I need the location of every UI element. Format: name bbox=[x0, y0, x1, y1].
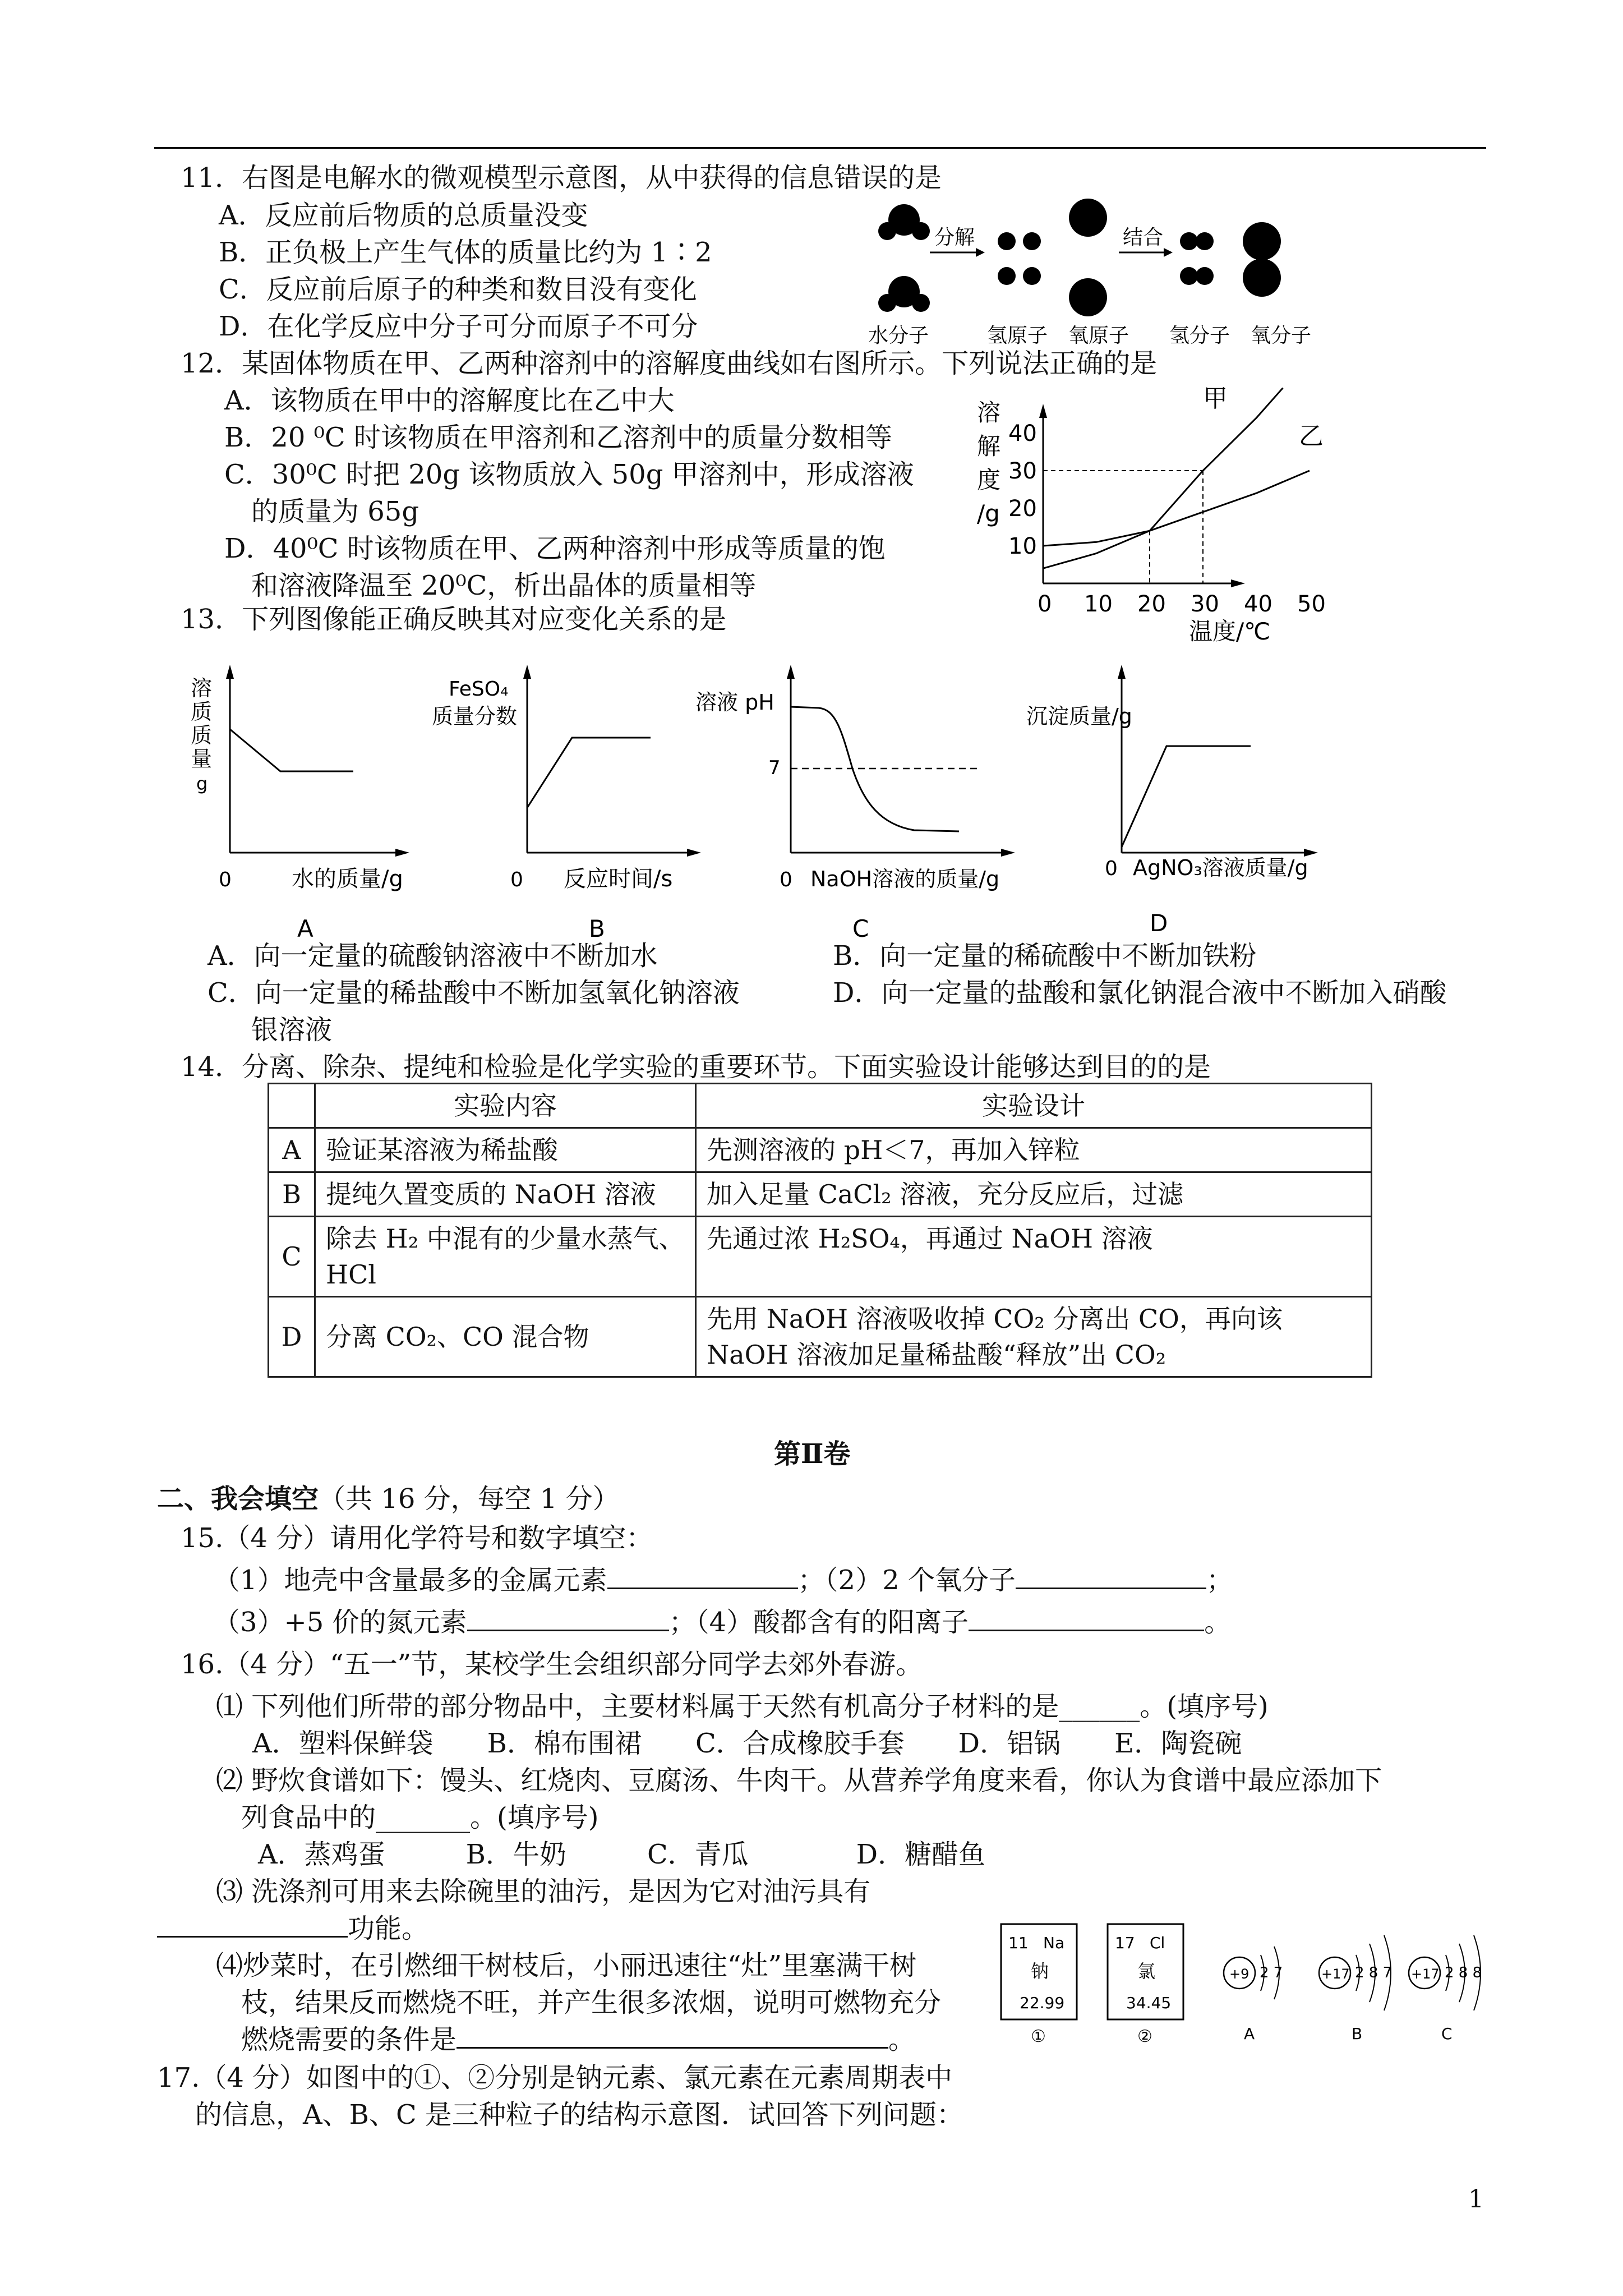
y-tick-label: 40 bbox=[1008, 421, 1037, 447]
q11-option-a: A．反应前后物质的总质量没变 bbox=[219, 200, 588, 231]
table-cell: C bbox=[269, 1217, 315, 1297]
atomic-mass: 22.99 bbox=[1020, 1994, 1065, 2012]
q16-part3-line1: ⑶ 洗涤剂可用来去除碗里的油污，是因为它对油污具有 bbox=[216, 1876, 871, 1907]
x-tick-label: 0 bbox=[1038, 591, 1052, 617]
electron-shells: 2 7 bbox=[1260, 1964, 1283, 1981]
x-axis-label: 温度/℃ bbox=[1189, 618, 1271, 645]
graph-a-xlabel: 水的质量/g bbox=[292, 866, 403, 892]
q15-part1: （1）地壳中含量最多的金属元素 bbox=[213, 1565, 607, 1596]
series-label-1: 甲 bbox=[1203, 384, 1228, 413]
table-cell: D bbox=[269, 1297, 315, 1377]
graph-a bbox=[191, 665, 409, 942]
graph-b-caption: B bbox=[589, 915, 605, 942]
arrow-label-decompose: 分解 bbox=[934, 226, 975, 249]
water-molecule-icon bbox=[878, 276, 930, 312]
q16-part4-line2: 枝，结果反而燃烧不旺，并产生很多浓烟，说明可燃物充分 bbox=[241, 1987, 942, 2018]
graph-c-caption: C bbox=[852, 915, 869, 942]
element-name: 氯 bbox=[1137, 1961, 1156, 1982]
nucleus-charge: +17 bbox=[1321, 1966, 1350, 1982]
q15-part2: ；（2）2 个氧分子 bbox=[797, 1565, 1016, 1596]
header-rule bbox=[154, 147, 1486, 149]
table-header-cell: 实验内容 bbox=[315, 1084, 696, 1128]
graph-b bbox=[432, 665, 701, 942]
atomic-number: 11 bbox=[1008, 1934, 1029, 1952]
series-label-2: 乙 bbox=[1299, 422, 1324, 451]
q14-stem: 14．分离、除杂、提纯和检验是化学实验的重要环节。下面实验设计能够达到目的的是 bbox=[181, 1051, 1211, 1083]
x-tick-label: 20 bbox=[1137, 591, 1166, 617]
graph-c-ylabel: 溶液 pH bbox=[695, 690, 774, 715]
q13-option-b: B．向一定量的稀硫酸中不断加铁粉 bbox=[833, 940, 1257, 972]
atom-structure-c bbox=[1409, 1935, 1482, 2043]
q15-blank-3[interactable] bbox=[467, 1607, 669, 1631]
q12-line-3: C．30⁰C 时把 20g 该物质放入 50g 甲溶剂中，形成溶液 bbox=[224, 459, 914, 490]
atomic-number: 17 bbox=[1115, 1934, 1135, 1952]
table-cell: 先测溶液的 pH＜7，再加入锌粒 bbox=[696, 1128, 1372, 1172]
label-oxygen-molecule: 氧分子 bbox=[1251, 324, 1312, 347]
graph-d-xlabel: AgNO₃溶液质量/g bbox=[1133, 855, 1308, 880]
atom-tag: B bbox=[1352, 2024, 1363, 2043]
table-cell: 验证某溶液为稀盐酸 bbox=[315, 1128, 696, 1172]
electron-shells: 2 8 7 bbox=[1355, 1964, 1393, 1981]
label-hydrogen-atom: 氢原子 bbox=[987, 324, 1048, 347]
q16-part4-line1: ⑷炒菜时，在引燃细干树枝后，小丽迅速往“灶”里塞满干树 bbox=[216, 1950, 917, 1981]
table-cell: 分离 CO₂、CO 混合物 bbox=[315, 1297, 696, 1377]
series-line-2 bbox=[1043, 471, 1310, 568]
table-header-cell bbox=[269, 1084, 315, 1128]
graph-a-ylabel-5: g bbox=[196, 773, 208, 794]
q11-stem: 11．右图是电解水的微观模型示意图，从中获得的信息错误的是 bbox=[181, 162, 942, 194]
label-water-molecule: 水分子 bbox=[868, 324, 929, 347]
element-name: 钠 bbox=[1031, 1961, 1049, 1982]
x-tick-label: 10 bbox=[1084, 591, 1113, 617]
y-label-char-1: 溶 bbox=[977, 399, 1001, 426]
q16-part3-line2 bbox=[157, 1911, 428, 1947]
q15-blank-2[interactable] bbox=[1016, 1565, 1206, 1589]
graph-c-xlabel: NaOH溶液的质量/g bbox=[810, 867, 1000, 891]
atomic-mass: 34.45 bbox=[1126, 1994, 1172, 2012]
arrow-label-combine: 结合 bbox=[1123, 226, 1164, 249]
y-tick-label: 10 bbox=[1008, 533, 1037, 559]
q16-stem: 16.（4 分）“五一”节，某校学生会组织部分同学去郊外春游。 bbox=[181, 1649, 923, 1680]
graph-c-origin: 0 bbox=[780, 868, 792, 891]
table-row bbox=[269, 1128, 1372, 1172]
atom-tag: A bbox=[1244, 2024, 1255, 2043]
atom-structure-a bbox=[1224, 1947, 1283, 2043]
table-header-row bbox=[269, 1084, 1372, 1128]
table-cell: A bbox=[269, 1128, 315, 1172]
graph-a-ylabel-1: 溶 bbox=[191, 676, 213, 701]
element-symbol: Na bbox=[1043, 1934, 1065, 1952]
q13-option-d: D．向一定量的盐酸和氯化钠混合液中不断加入硝酸 bbox=[833, 977, 1447, 1009]
q16-part2-line2: 列食品中的_______。(填序号) bbox=[241, 1802, 599, 1833]
table-row bbox=[269, 1172, 1372, 1217]
solubility-chart bbox=[965, 381, 1326, 651]
atom-structure-b bbox=[1319, 1935, 1392, 2043]
graph-a-caption: A bbox=[297, 915, 313, 942]
q13-graphs bbox=[185, 656, 1385, 948]
table-row bbox=[269, 1297, 1372, 1377]
graph-c-ref-label: 7 bbox=[768, 757, 781, 779]
q16-blank-4[interactable] bbox=[457, 2024, 888, 2049]
graph-d-ylabel: 沉淀质量/g bbox=[1026, 704, 1132, 729]
q13-stem: 13．下列图像能正确反映其对应变化关系的是 bbox=[181, 604, 727, 635]
q15-line-1 bbox=[213, 1562, 1233, 1598]
series-line-1 bbox=[1043, 388, 1283, 546]
graph-d-origin: 0 bbox=[1105, 857, 1118, 880]
cell-tag: ① bbox=[1031, 2027, 1046, 2046]
x-tick-label: 30 bbox=[1191, 591, 1219, 617]
table-row bbox=[269, 1217, 1372, 1297]
nucleus-charge: +17 bbox=[1411, 1966, 1440, 1982]
y-label-char-4: /g bbox=[977, 500, 1000, 527]
x-tick-label: 50 bbox=[1297, 591, 1326, 617]
q14-table bbox=[268, 1083, 1372, 1378]
table-cell: 先用 NaOH 溶液吸收掉 CO₂ 分离出 CO，再向该 NaOH 溶液加足量稀盐酸“释放”出 CO₂ bbox=[696, 1297, 1372, 1377]
q12-stem: 12．某固体物质在甲、乙两种溶剂中的溶解度曲线如右图所示。下列说法正确的是 bbox=[181, 348, 1158, 379]
periodic-cell-sodium bbox=[1001, 1924, 1077, 2046]
table-cell: 提纯久置变质的 NaOH 溶液 bbox=[315, 1172, 696, 1217]
graph-a-ylabel-2: 质 bbox=[191, 700, 213, 724]
electron-shells: 2 8 8 bbox=[1445, 1964, 1482, 1981]
graph-b-ylabel-1: FeSO₄ bbox=[449, 678, 509, 701]
q11-option-d: D．在化学反应中分子可分而原子不可分 bbox=[219, 311, 698, 342]
graph-b-ylabel-2: 质量分数 bbox=[432, 704, 518, 729]
q15-line-2 bbox=[213, 1604, 1231, 1640]
q11-option-c: C．反应前后原子的种类和数目没有变化 bbox=[219, 274, 697, 305]
section-two-heading bbox=[157, 1481, 620, 1517]
x-tick-label: 40 bbox=[1244, 591, 1272, 617]
cell-tag: ② bbox=[1137, 2027, 1152, 2046]
q13-option-a: A．向一定量的硫酸钠溶液中不断加水 bbox=[208, 940, 658, 972]
graph-a-origin: 0 bbox=[219, 868, 232, 891]
graph-d bbox=[1026, 665, 1318, 937]
graph-b-origin: 0 bbox=[510, 868, 523, 891]
q12-line-2: B．20 ⁰C 时该物质在甲溶剂和乙溶剂中的质量分数相等 bbox=[224, 422, 892, 453]
y-label-char-3: 度 bbox=[977, 466, 1001, 494]
page-number: 1 bbox=[1468, 2185, 1484, 2214]
q17-stem-cont: 的信息，A、B、C 是三种粒子的结构示意图．试回答下列问题： bbox=[195, 2099, 963, 2131]
section-two-note: （共 16 分，每空 1 分） bbox=[319, 1483, 620, 1515]
q16-blank-3[interactable] bbox=[157, 1913, 348, 1938]
q11-option-b: B．正负极上产生气体的质量比约为 1∶2 bbox=[219, 237, 712, 268]
part-two-title: 第Ⅱ卷 bbox=[774, 1438, 851, 1470]
q16-part1: ⑴ 下列他们所带的部分物品中，主要材料属于天然有机高分子材料的是______。(填序号) bbox=[216, 1691, 1269, 1722]
q15-stem: 15.（4 分）请用化学符号和数字填空： bbox=[181, 1522, 653, 1554]
label-hydrogen-molecule: 氢分子 bbox=[1169, 324, 1230, 347]
q13-option-d-cont: 银溶液 bbox=[251, 1014, 333, 1046]
q15-part3: ； bbox=[1206, 1565, 1233, 1596]
q11-electrolysis-figure bbox=[864, 185, 1324, 353]
label-oxygen-atom: 氧原子 bbox=[1068, 324, 1129, 347]
water-molecule-icon bbox=[878, 204, 930, 240]
q12-line-4: 的质量为 65g bbox=[251, 496, 419, 527]
q17-figure bbox=[998, 1921, 1503, 2056]
q16-part2-options: A．蒸鸡蛋 B．牛奶 C．青瓜 D．糖醋鱼 bbox=[258, 1839, 986, 1870]
q17-stem: 17.（4 分）如图中的①、②分别是钠元素、氯元素在元素周期表中 bbox=[157, 2062, 953, 2093]
q12-line-1: A．该物质在甲中的溶解度比在乙中大 bbox=[224, 385, 675, 416]
graph-c bbox=[695, 665, 1015, 942]
q12-line-6: 和溶液降温至 20⁰C，析出晶体的质量相等 bbox=[251, 570, 757, 601]
table-cell: 先通过浓 H₂SO₄，再通过 NaOH 溶液 bbox=[696, 1217, 1372, 1297]
q15-blank-1[interactable] bbox=[607, 1565, 798, 1589]
q16-part4-text: 燃烧需要的条件是 bbox=[241, 2024, 457, 2055]
q16-part3-text: 功能。 bbox=[348, 1913, 429, 1944]
q16-part4-end: 。 bbox=[888, 2024, 916, 2055]
q15-part4: （3）+5 价的氮元素 bbox=[213, 1607, 467, 1638]
q16-part1-options: A．塑料保鲜袋 B．棉布围裙 C．合成橡胶手套 D．铝锅 E．陶瓷碗 bbox=[252, 1728, 1242, 1759]
atom-tag: C bbox=[1441, 2024, 1453, 2043]
q12-line-5: D．40⁰C 时该物质在甲、乙两种溶剂中形成等质量的饱 bbox=[224, 533, 886, 564]
y-tick-label: 20 bbox=[1008, 496, 1037, 522]
y-tick-label: 30 bbox=[1008, 458, 1037, 484]
periodic-cell-chlorine bbox=[1108, 1924, 1183, 2046]
table-cell: 除去 H₂ 中混有的少量水蒸气、HCl bbox=[315, 1217, 696, 1297]
table-cell: B bbox=[269, 1172, 315, 1217]
table-cell: 加入足量 CaCl₂ 溶液，充分反应后，过滤 bbox=[696, 1172, 1372, 1217]
q16-part2-line1: ⑵ 野炊食谱如下：馒头、红烧肉、豆腐汤、牛肉干。从营养学角度来看，你认为食谱中最应添加下 bbox=[216, 1765, 1382, 1796]
element-symbol: Cl bbox=[1150, 1934, 1165, 1952]
graph-d-caption: D bbox=[1150, 909, 1168, 937]
q13-option-c: C．向一定量的稀盐酸中不断加氢氧化钠溶液 bbox=[208, 977, 740, 1009]
section-two-title: 二、我会填空 bbox=[157, 1483, 319, 1515]
q15-part6: 。 bbox=[1204, 1607, 1232, 1638]
graph-a-ylabel-3: 质 bbox=[191, 723, 213, 748]
table-header-cell: 实验设计 bbox=[696, 1084, 1372, 1128]
q15-part5: ；（4）酸都含有的阳离子 bbox=[668, 1607, 969, 1638]
graph-b-xlabel: 反应时间/s bbox=[564, 866, 673, 892]
nucleus-charge: +9 bbox=[1229, 1966, 1249, 1982]
q15-blank-4[interactable] bbox=[969, 1607, 1204, 1631]
q16-part4-line3 bbox=[241, 2022, 915, 2058]
y-label-char-2: 解 bbox=[977, 432, 1001, 460]
graph-a-ylabel-4: 量 bbox=[191, 747, 213, 771]
